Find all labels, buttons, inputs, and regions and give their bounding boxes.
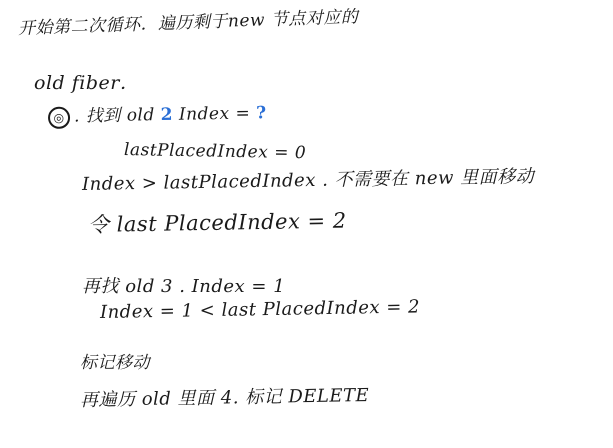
note-line-6: 令 last PlacedIndex = 2 (87, 208, 347, 237)
note-line-5: Index > lastPlacedIndex . 不需要在 new 里面移动 (81, 166, 535, 195)
note-line-3-index-label: Index = (172, 103, 257, 125)
note-line-3-highlight-index: ? (255, 103, 267, 124)
note-line-3-highlight-num: 2 (160, 104, 174, 126)
note-line-4: lastPlacedIndex = 0 (123, 140, 307, 164)
note-line-2: old fiber． (34, 72, 140, 94)
note-line-3-text: . 找到 old (73, 105, 161, 127)
note-line-9: 标记移动 (80, 353, 150, 373)
note-line-8: Index = 1 < last PlacedIndex = 2 (99, 296, 421, 323)
note-line-1: 开始第二次循环．遍历剩于new 节点对应的 (17, 7, 359, 39)
note-line-7: 再找 old 3 . Index = 1 (82, 276, 286, 297)
note-line-10: 再遍历 old 里面 4. 标记 DELETE (79, 384, 370, 411)
circled-marker-icon: ◎ (48, 106, 70, 128)
note-line-3 (48, 98, 267, 128)
